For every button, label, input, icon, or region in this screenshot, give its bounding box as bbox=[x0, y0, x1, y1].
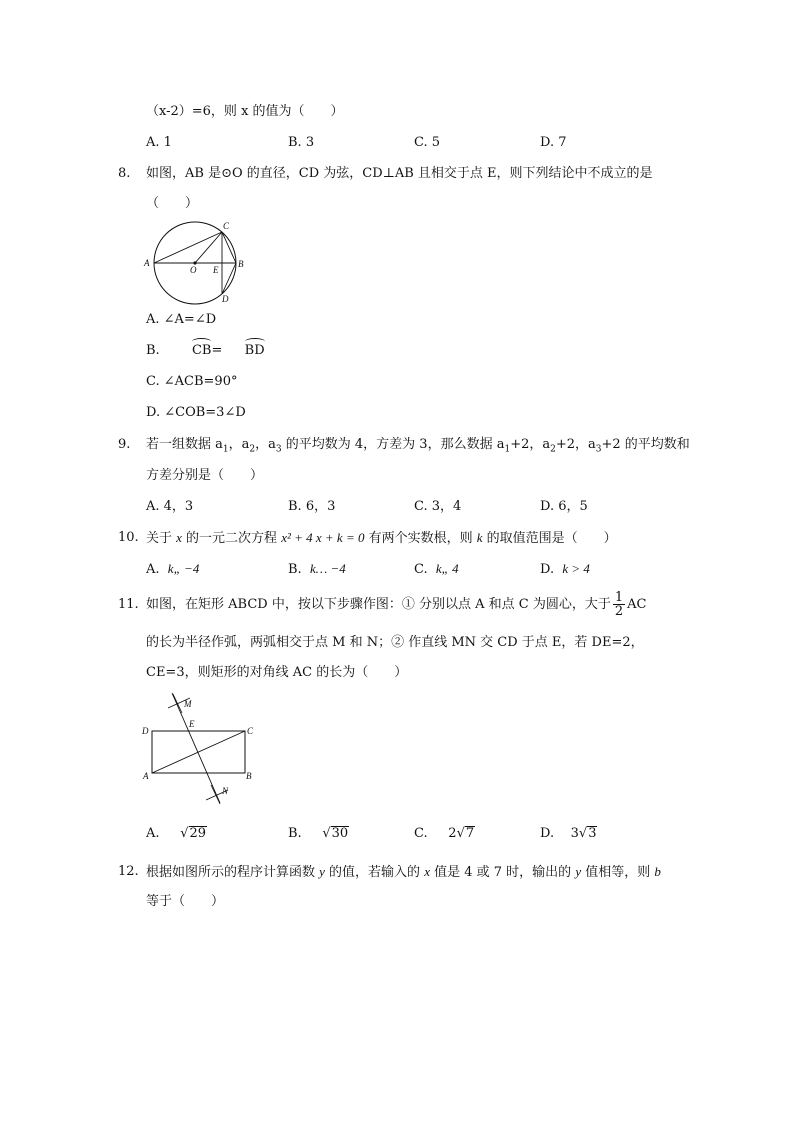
label-c: C bbox=[247, 726, 254, 736]
q8-option-a[interactable]: A. ∠A=∠D bbox=[146, 312, 217, 327]
q7-option-d[interactable]: D. 7 bbox=[540, 135, 567, 150]
arc-mark-m2 bbox=[173, 694, 182, 713]
q11-option-c[interactable]: C. 2√7 bbox=[414, 826, 475, 841]
q12-number: 12. bbox=[118, 864, 139, 879]
q11-option-b[interactable]: B. √30 bbox=[288, 826, 349, 841]
q9-option-a[interactable]: A. 4，3 bbox=[146, 499, 194, 514]
q7-stem-tail: （x-2）=6，则 x 的值为（ ） bbox=[146, 104, 344, 119]
diagonal-ac bbox=[152, 731, 245, 773]
q8-option-b-letter: B. bbox=[146, 343, 160, 358]
q8-stem: 如图，AB 是⊙O 的直径，CD 为弦，CD⊥AB 且相交于点 E，则下列结论中不成立的是 bbox=[146, 166, 653, 181]
arc-bd: BD bbox=[244, 343, 265, 358]
arc-cb: CB bbox=[191, 343, 212, 358]
segment-bd bbox=[222, 263, 236, 294]
label-m: M bbox=[184, 699, 192, 709]
q8-option-c[interactable]: C. ∠ACB=90° bbox=[146, 374, 238, 389]
label-d: D bbox=[222, 294, 229, 304]
segment-oc bbox=[195, 232, 222, 263]
q8-option-d[interactable]: D. ∠COB=3∠D bbox=[146, 405, 246, 420]
q7-option-c[interactable]: C. 5 bbox=[414, 135, 441, 150]
q12-stem-line2: 等于（ ） bbox=[146, 894, 225, 909]
q11-stem-line3: CE=3，则矩形的对角线 AC 的长为（ ） bbox=[146, 665, 408, 680]
q11-stem-line1: 如图，在矩形 ABCD 中，按以下步骤作图：① 分别以点 A 和点 C 为圆心，大于 $\frac{1}{2}$ AC bbox=[146, 590, 647, 619]
q8-option-b[interactable] bbox=[146, 343, 265, 359]
q12-stem-line1: 根据如图所示的程序计算函数 y 的值，若输入的 x 值是 4 或 7 时，输出的 y 值相等，则 b bbox=[146, 864, 661, 880]
q10-equation: x² + 4 x + k = 0 bbox=[281, 530, 365, 545]
q10-number: 10. bbox=[118, 530, 139, 545]
label-d: D bbox=[142, 726, 149, 736]
q10-option-a[interactable]: A. k„ −4 bbox=[146, 561, 200, 577]
label-b: B bbox=[238, 259, 244, 269]
q9-stem-line1: 若一组数据 $a_1$，$a_2$，$a_3$ 的平均数为 4，方差为 3，那么数据 $a_1+2$，$a_2+2$，$a_3+2$ 的平均数和 bbox=[146, 437, 690, 455]
label-c: C bbox=[223, 221, 230, 231]
label-n: N bbox=[222, 786, 229, 796]
q8-answer-paren: （ ） bbox=[146, 196, 199, 211]
q7-option-b[interactable]: B. 3 bbox=[288, 135, 315, 150]
label-e: E bbox=[189, 719, 195, 729]
q10-stem: 关于 x 的一元二次方程 x² + 4 x + k = 0 有两个实数根，则 k 的取值范围是（ ） bbox=[146, 530, 617, 546]
q9-option-d[interactable]: D. 6，5 bbox=[540, 499, 588, 514]
q11-rectangle-figure bbox=[140, 690, 265, 808]
q10-option-d[interactable]: D. k > 4 bbox=[540, 561, 590, 577]
q8-number: 8. bbox=[118, 166, 131, 181]
line-mn bbox=[172, 693, 220, 803]
q11-option-d[interactable]: D. 3√3 bbox=[540, 826, 597, 841]
q9-stem-line2: 方差分别是（ ） bbox=[146, 468, 264, 483]
q11-option-a[interactable]: A. √29 bbox=[146, 826, 207, 841]
fraction-one-half: $\frac{1}{2}$ bbox=[614, 590, 624, 619]
label-a: A bbox=[144, 258, 150, 268]
q10-option-b[interactable]: B. k… −4 bbox=[288, 561, 346, 577]
q8-circle-figure bbox=[138, 218, 253, 310]
segment-cb bbox=[222, 232, 236, 263]
equals-sign: = bbox=[211, 343, 223, 358]
q10-option-c[interactable]: C. k„ 4 bbox=[414, 561, 459, 577]
q9-number: 9. bbox=[118, 437, 131, 452]
q9-option-b[interactable]: B. 6，3 bbox=[288, 499, 336, 514]
q7-option-a[interactable]: A. 1 bbox=[146, 135, 172, 150]
q11-stem-line2: 的长为半径作弧，两弧相交于点 M 和 N；② 作直线 MN 交 CD 于点 E，若 DE=2， bbox=[146, 635, 644, 650]
label-a: A bbox=[143, 771, 149, 781]
label-b: B bbox=[246, 771, 252, 781]
q9-option-c[interactable]: C. 3，4 bbox=[414, 499, 462, 514]
q11-number: 11. bbox=[118, 597, 139, 612]
label-o: O bbox=[190, 265, 197, 275]
label-e: E bbox=[213, 265, 219, 275]
